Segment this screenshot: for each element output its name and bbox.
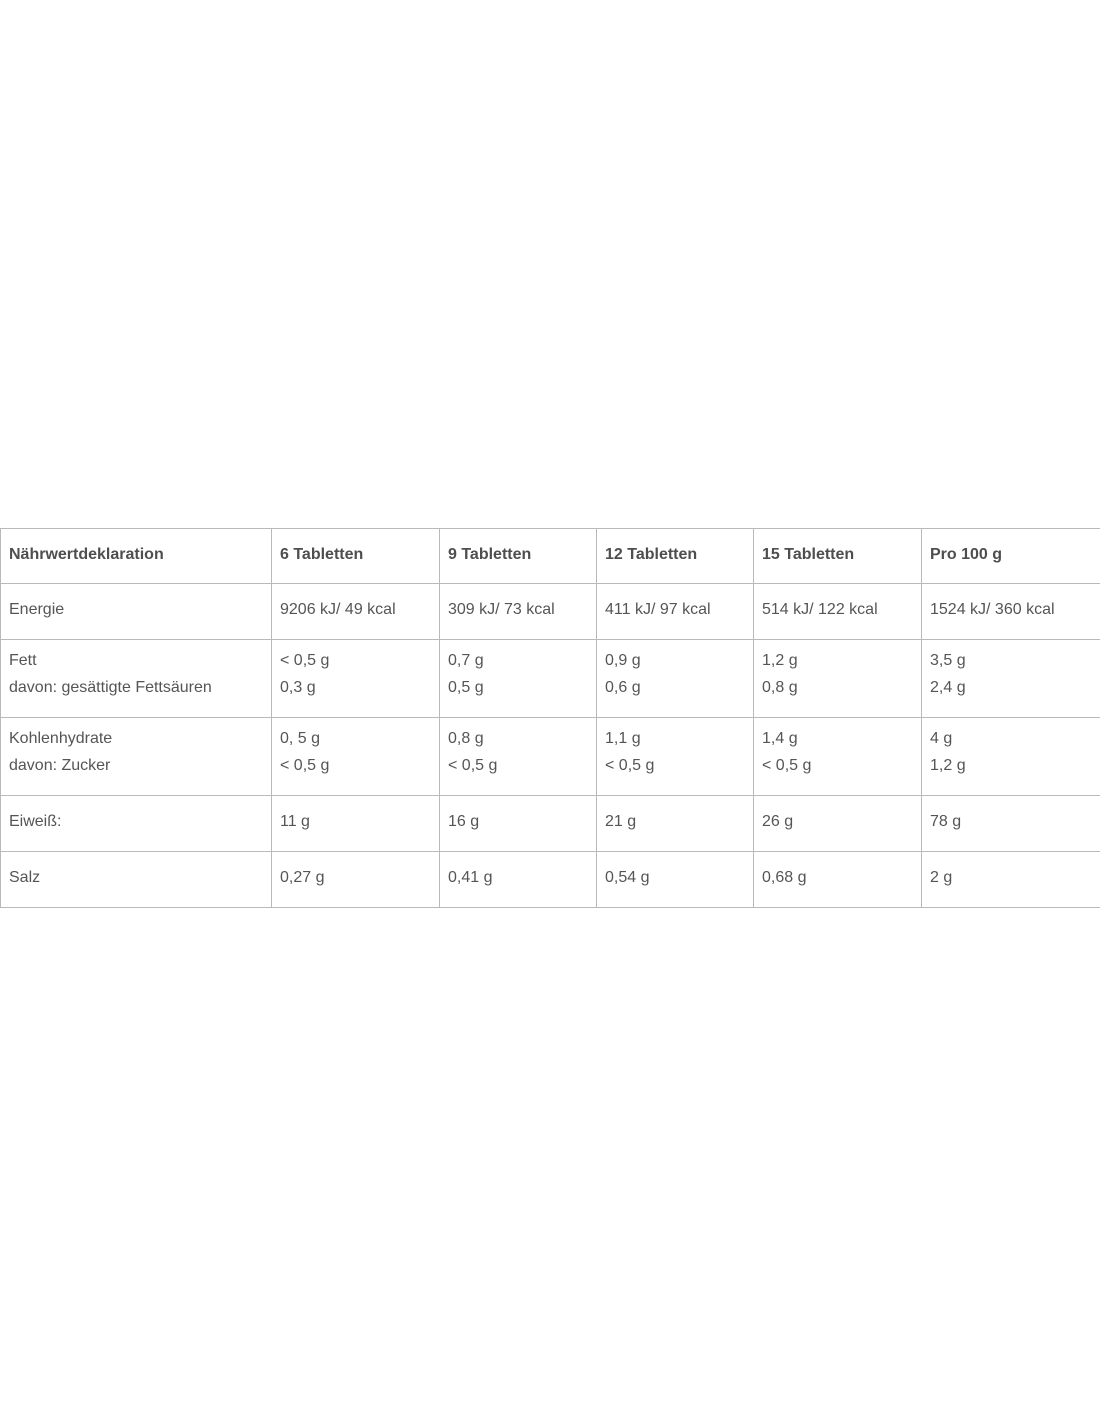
value-text: 11 g	[280, 813, 310, 830]
header-cell-12-tablets: 12 Tabletten	[597, 529, 754, 584]
table-row-kohlenhydrate	[1, 718, 1100, 796]
value-text: 514 kJ/ 122 kcal	[762, 601, 878, 618]
row-label-cell	[1, 796, 272, 852]
value-cell	[922, 640, 1100, 718]
value-text: 0,8 g	[448, 730, 484, 747]
header-cell-9-tablets: 9 Tabletten	[440, 529, 597, 584]
value-text: 0,27 g	[280, 869, 325, 886]
value-text: 9206 kJ/ 49 kcal	[280, 601, 396, 618]
header-cell-6-tablets: 6 Tabletten	[272, 529, 440, 584]
value-text: 1,2 g	[762, 652, 798, 669]
header-cell-per-100g: Pro 100 g	[922, 529, 1100, 584]
value-cell	[754, 796, 922, 852]
value-cell	[922, 584, 1100, 640]
value-cell	[440, 718, 597, 796]
table-row-fett	[1, 640, 1100, 718]
row-sublabel: davon: gesättigte Fettsäuren	[9, 679, 212, 696]
value-cell	[440, 584, 597, 640]
value-text: 0,68 g	[762, 869, 807, 886]
row-label-cell	[1, 584, 272, 640]
row-label-cell	[1, 852, 272, 908]
value-text: 309 kJ/ 73 kcal	[448, 601, 555, 618]
value-cell	[440, 640, 597, 718]
subvalue-text: < 0,5 g	[762, 757, 812, 774]
row-label: Kohlenhydrate	[9, 730, 113, 747]
subvalue-text: 1,2 g	[930, 757, 966, 774]
value-cell	[922, 718, 1100, 796]
value-cell	[272, 852, 440, 908]
value-cell	[754, 718, 922, 796]
value-text: 26 g	[762, 813, 794, 830]
value-cell	[754, 584, 922, 640]
subvalue-text: 0,3 g	[280, 679, 316, 696]
nutrition-table	[0, 528, 1100, 908]
value-text: 2 g	[930, 869, 953, 886]
value-text: 1524 kJ/ 360 kcal	[930, 601, 1055, 618]
value-cell	[597, 718, 754, 796]
value-text: 1,1 g	[605, 730, 641, 747]
value-text: 411 kJ/ 97 kcal	[605, 601, 711, 618]
value-text: 3,5 g	[930, 652, 966, 669]
value-text: 0,7 g	[448, 652, 484, 669]
value-cell	[272, 584, 440, 640]
subvalue-text: < 0,5 g	[280, 757, 330, 774]
subvalue-text: 0,6 g	[605, 679, 641, 696]
header-cell-nutrition: Nährwertdeklaration	[1, 529, 272, 584]
row-label: Energie	[9, 601, 65, 618]
value-text: 0,54 g	[605, 869, 650, 886]
row-label: Salz	[9, 869, 41, 886]
value-cell	[597, 640, 754, 718]
nutrition-table-container	[0, 528, 1100, 908]
value-cell	[597, 796, 754, 852]
value-text: 0,9 g	[605, 652, 641, 669]
value-cell	[922, 796, 1100, 852]
value-cell	[440, 852, 597, 908]
row-label-cell	[1, 640, 272, 718]
row-label-cell	[1, 718, 272, 796]
value-text: 21 g	[605, 813, 637, 830]
value-cell	[272, 640, 440, 718]
row-label: Fett	[9, 652, 37, 669]
table-row-eiweiss	[1, 796, 1100, 852]
value-cell	[272, 718, 440, 796]
value-cell	[754, 852, 922, 908]
subvalue-text: 2,4 g	[930, 679, 966, 696]
table-header-row	[1, 529, 1100, 584]
value-cell	[597, 852, 754, 908]
table-row-salz	[1, 852, 1100, 908]
value-text: < 0,5 g	[280, 652, 330, 669]
value-cell	[922, 852, 1100, 908]
row-label: Eiweiß:	[9, 813, 62, 830]
subvalue-text: 0,5 g	[448, 679, 484, 696]
header-cell-15-tablets: 15 Tabletten	[754, 529, 922, 584]
value-cell	[440, 796, 597, 852]
row-sublabel: davon: Zucker	[9, 757, 111, 774]
value-cell	[597, 584, 754, 640]
value-text: 78 g	[930, 813, 962, 830]
value-text: 0,41 g	[448, 869, 493, 886]
value-text: 4 g	[930, 730, 953, 747]
subvalue-text: < 0,5 g	[605, 757, 655, 774]
table-row-energie	[1, 584, 1100, 640]
subvalue-text: 0,8 g	[762, 679, 798, 696]
value-cell	[272, 796, 440, 852]
value-text: 16 g	[448, 813, 480, 830]
value-text: 1,4 g	[762, 730, 798, 747]
value-text: 0, 5 g	[280, 730, 321, 747]
value-cell	[754, 640, 922, 718]
subvalue-text: < 0,5 g	[448, 757, 498, 774]
